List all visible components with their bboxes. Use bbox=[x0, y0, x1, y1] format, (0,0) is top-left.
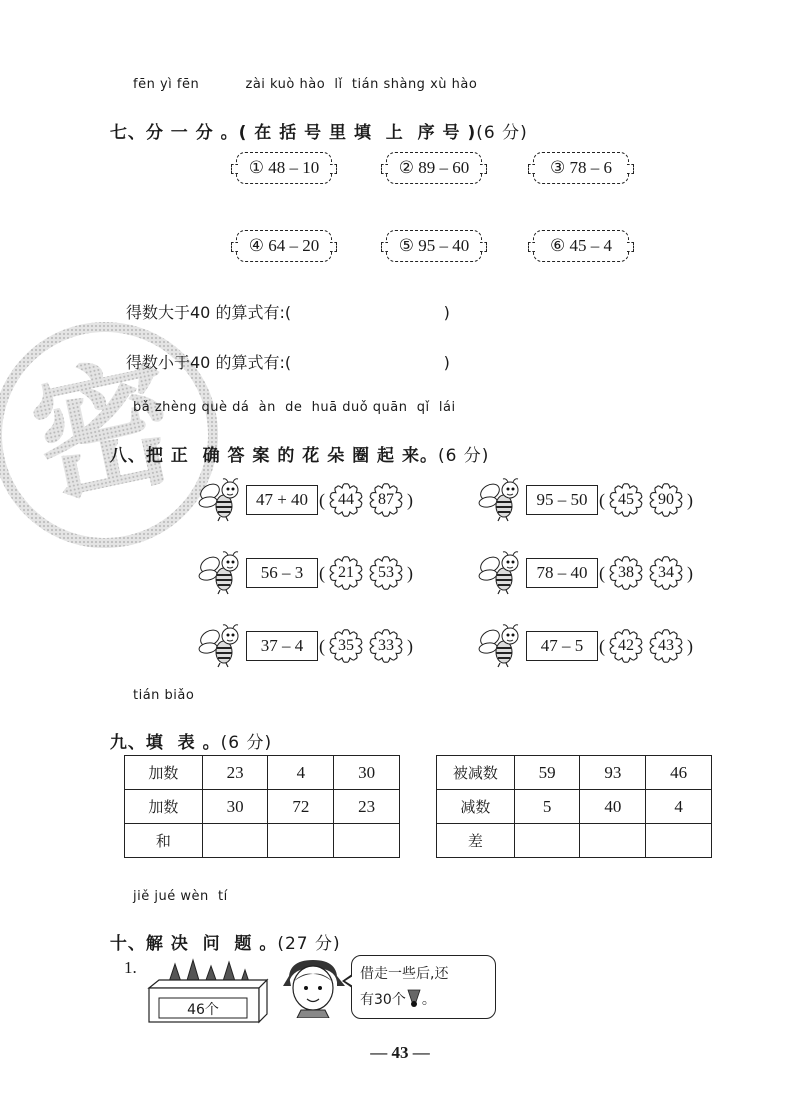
table-cell: 46 bbox=[646, 756, 712, 790]
section10-pinyin: jiě jué wèn tí bbox=[133, 889, 228, 904]
box-count-label: 46个 bbox=[187, 1002, 219, 1018]
close-paren: ) bbox=[687, 635, 693, 656]
close-paren: ) bbox=[687, 489, 693, 510]
calculation-box: 47 + 40 bbox=[246, 485, 318, 515]
open-paren: ( bbox=[599, 562, 605, 583]
table-cell: 5 bbox=[514, 790, 580, 824]
table-cell: 4 bbox=[646, 790, 712, 824]
table-row bbox=[125, 756, 400, 790]
close-paren: ) bbox=[407, 489, 413, 510]
flower-option-b[interactable] bbox=[649, 556, 683, 590]
bee-icon bbox=[198, 624, 244, 668]
flower-option-label: 90 bbox=[658, 491, 674, 508]
section8-heading bbox=[96, 421, 489, 466]
section10-title: 十、解 决 问 题 。 bbox=[109, 934, 278, 954]
difference-answer-cell[interactable] bbox=[580, 824, 646, 858]
bee-icon bbox=[198, 478, 244, 522]
flower-option-label: 35 bbox=[338, 637, 354, 654]
svg-text:密: 密 bbox=[19, 338, 190, 527]
table-cell: 23 bbox=[334, 790, 400, 824]
section9-heading bbox=[96, 708, 272, 753]
shuttlecock-icon bbox=[406, 988, 422, 1008]
flower-option-a[interactable] bbox=[329, 629, 363, 663]
flower-option-label: 44 bbox=[338, 491, 354, 508]
expression-box-3: ③ 78 – 6 bbox=[533, 152, 629, 184]
table-cell: 减数 bbox=[437, 790, 515, 824]
table-cell: 4 bbox=[268, 756, 334, 790]
flower-option-label: 42 bbox=[618, 637, 634, 654]
expression-box-1: ① 48 – 10 bbox=[236, 152, 332, 184]
difference-answer-cell[interactable] bbox=[514, 824, 580, 858]
section9-title: 九、填 表 。 bbox=[109, 733, 221, 753]
table-row bbox=[125, 824, 400, 858]
flower-option-label: 45 bbox=[618, 491, 634, 508]
flower-option-a[interactable] bbox=[609, 629, 643, 663]
table-cell: 和 bbox=[125, 824, 203, 858]
table-cell: 40 bbox=[580, 790, 646, 824]
open-paren: ( bbox=[319, 562, 325, 583]
bee-icon bbox=[198, 551, 244, 595]
bee-icon bbox=[478, 624, 524, 668]
calculation-box: 56 – 3 bbox=[246, 558, 318, 588]
table-row bbox=[437, 756, 712, 790]
calculation-box: 78 – 40 bbox=[526, 558, 598, 588]
flower-option-label: 34 bbox=[658, 564, 674, 581]
bee-icon bbox=[478, 478, 524, 522]
addition-table bbox=[124, 755, 400, 858]
table-row bbox=[437, 790, 712, 824]
flower-option-a[interactable] bbox=[609, 556, 643, 590]
flower-question-row bbox=[478, 478, 694, 522]
table-row bbox=[125, 790, 400, 824]
flower-option-a[interactable] bbox=[329, 483, 363, 517]
expression-box-6: ⑥ 45 – 4 bbox=[533, 230, 629, 262]
open-paren: ( bbox=[319, 635, 325, 656]
flower-question-row bbox=[198, 551, 414, 595]
speech-text: 有30个 bbox=[360, 992, 406, 1008]
flower-question-row bbox=[478, 551, 694, 595]
section9-pinyin: tián biǎo bbox=[133, 688, 195, 703]
calculation-box: 47 – 5 bbox=[526, 631, 598, 661]
section7-heading bbox=[96, 98, 528, 143]
flower-option-b[interactable] bbox=[649, 629, 683, 663]
expression-box-2: ② 89 – 60 bbox=[386, 152, 482, 184]
speech-line-2 bbox=[360, 987, 487, 1013]
flower-question-row bbox=[198, 478, 414, 522]
close-paren: ) bbox=[407, 562, 413, 583]
flower-question-row bbox=[198, 624, 414, 668]
section10-points: (27 分) bbox=[277, 934, 341, 954]
bee-icon bbox=[478, 551, 524, 595]
flower-option-label: 33 bbox=[378, 637, 394, 654]
flower-option-a[interactable] bbox=[329, 556, 363, 590]
open-paren: ( bbox=[599, 635, 605, 656]
section10-heading bbox=[96, 909, 341, 954]
flower-option-b[interactable] bbox=[369, 629, 403, 663]
table-cell: 93 bbox=[580, 756, 646, 790]
flower-option-label: 87 bbox=[378, 491, 394, 508]
section7-pinyin: fēn yì fēn zài kuò hào lǐ tián shàng xù hào bbox=[133, 77, 478, 92]
flower-option-a[interactable] bbox=[609, 483, 643, 517]
table-cell: 59 bbox=[514, 756, 580, 790]
expression-box-5: ⑤ 95 – 40 bbox=[386, 230, 482, 262]
section8-title: 八、把 正 确 答 案 的 花 朵 圈 起 来。 bbox=[109, 446, 438, 466]
table-cell: 加数 bbox=[125, 756, 203, 790]
speech-end: 。 bbox=[421, 992, 436, 1008]
section8-pinyin: bǎ zhèng què dá àn de huā duǒ quān qǐ lái bbox=[133, 400, 456, 415]
table-cell: 72 bbox=[268, 790, 334, 824]
section7-points: (6 分) bbox=[476, 123, 528, 143]
flower-option-label: 53 bbox=[378, 564, 394, 581]
flower-option-b[interactable] bbox=[369, 483, 403, 517]
table-row bbox=[437, 824, 712, 858]
sum-answer-cell[interactable] bbox=[202, 824, 268, 858]
table-cell: 23 bbox=[202, 756, 268, 790]
section8-points: (6 分) bbox=[437, 446, 490, 466]
calculation-box: 95 – 50 bbox=[526, 485, 598, 515]
flower-option-b[interactable] bbox=[649, 483, 683, 517]
section7-title: 七、分 一 分 。( 在 括 号 里 填 上 序 号 ) bbox=[109, 123, 477, 143]
flower-option-b[interactable] bbox=[369, 556, 403, 590]
open-paren: ( bbox=[599, 489, 605, 510]
question-1-number: 1. bbox=[124, 958, 137, 977]
girl-illustration bbox=[283, 956, 345, 1018]
table-cell: 差 bbox=[437, 824, 515, 858]
sum-answer-cell[interactable] bbox=[268, 824, 334, 858]
table-cell: 被减数 bbox=[437, 756, 515, 790]
flower-option-label: 21 bbox=[338, 564, 354, 581]
table-cell: 30 bbox=[202, 790, 268, 824]
section9-points: (6 分) bbox=[220, 733, 273, 753]
answer-line-greater-than-40[interactable]: 得数大于40 的算式有:( ) bbox=[126, 303, 450, 322]
difference-answer-cell[interactable] bbox=[646, 824, 712, 858]
close-paren: ) bbox=[407, 635, 413, 656]
table-cell: 加数 bbox=[125, 790, 203, 824]
page-number: — 43 — bbox=[370, 1043, 430, 1062]
open-paren: ( bbox=[319, 489, 325, 510]
sum-answer-cell[interactable] bbox=[334, 824, 400, 858]
calculation-box: 37 – 4 bbox=[246, 631, 318, 661]
subtraction-table bbox=[436, 755, 712, 858]
table-cell: 30 bbox=[334, 756, 400, 790]
speech-line-1: 借走一些后,还 bbox=[360, 966, 449, 982]
speech-bubble bbox=[351, 955, 496, 1019]
flower-option-label: 43 bbox=[658, 637, 674, 654]
flower-option-label: 38 bbox=[618, 564, 634, 581]
expression-box-4: ④ 64 – 20 bbox=[236, 230, 332, 262]
answer-line-less-than-40[interactable]: 得数小于40 的算式有:( ) bbox=[126, 353, 450, 372]
close-paren: ) bbox=[687, 562, 693, 583]
flower-question-row bbox=[478, 624, 694, 668]
